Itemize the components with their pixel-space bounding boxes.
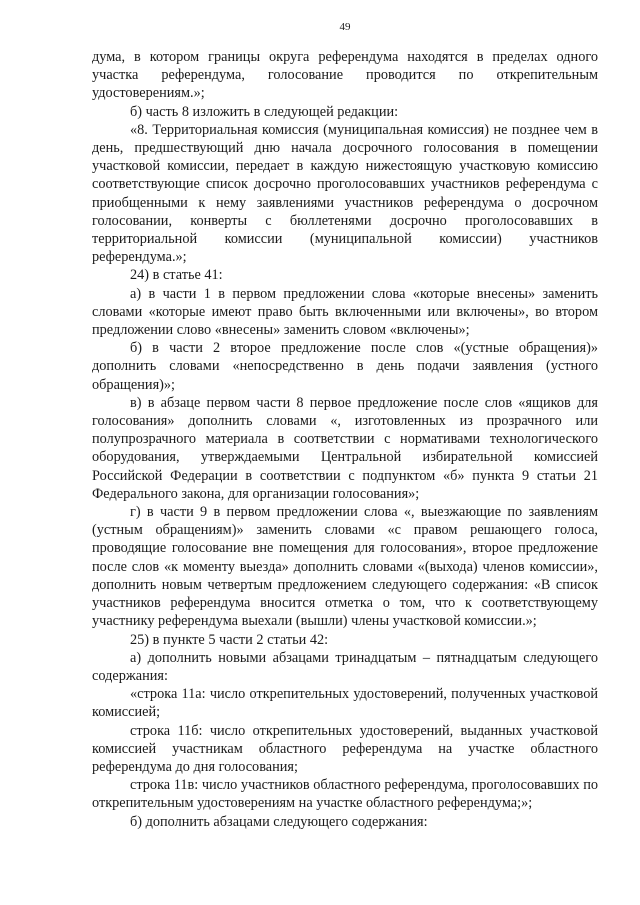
paragraph-part-8-text: «8. Территориальная комиссия (муниципальная комиссия) не позднее чем в день, предшествующий дню начала досрочного голосования в помещении участковой комиссии, передает в каждую нижестоящую участковую комиссию соответствующие список досрочно проголосовавших участников референдума с приобщенными к нему заявлениями участников референдума о досрочном голосовании, конверты с бюллетенями досрочно проголосовавших в территориальной комиссии (муниципальной комиссии) участников референдума.»;: [92, 121, 598, 266]
page-number: 49: [339, 21, 351, 33]
paragraph-continuation: дума, в котором границы округа референдума находятся в пределах одного участка референдума, голосование проводится по открепительным удостоверениям.»;: [92, 49, 598, 102]
paragraph-line-11b: строка 11б: число открепительных удостоверений, выданных участковой комиссией участникам областного референдума на участке областного референдума до дня голосования;: [92, 722, 598, 775]
paragraph-item-24-g: г) в части 9 в первом предложении слова «, выезжающие по заявлениям (устным обращениям)» заменить словами «с правом решающего голоса, проводящие голосование вне помещения для голосования», второе предложение после слов «к моменту выезда» дополнить словами «(выхода) членов комиссии», дополнить новым четвертым предложением следующего содержания: «В список участников референдума вносится отметка о том, что к соответствующему участнику референдума выехали (вышли) члены участковой комиссии.»;: [92, 504, 598, 630]
paragraph-item-24-a: а) в части 1 в первом предложении слова «которые внесены» заменить словами «которые имеют право быть включенными или включены», во втором предложении слово «внесены» заменить словом «включены»;: [92, 285, 598, 339]
paragraph-line-11v: строка 11в: число участников областного референдума, проголосовавших по открепительным удостоверениям на участке областного референдума;»;: [92, 777, 598, 812]
paragraph-item-25: 25) в пункте 5 части 2 статьи 42:: [130, 631, 329, 648]
paragraph-item-24: 24) в статье 41:: [130, 267, 223, 284]
paragraph-line-11a: «строка 11а: число открепительных удостоверений, полученных участковой комиссией;: [92, 686, 598, 721]
paragraph-item-25-a: а) дополнить новыми абзацами тринадцатым – пятнадцатым следующего содержания:: [92, 649, 598, 684]
paragraph-item-25-b: б) дополнить абзацами следующего содержания:: [130, 813, 428, 830]
document-body: [92, 48, 598, 831]
paragraph-item-24-b: б) в части 2 второе предложение после слов «(устные обращения)» дополнить словами «непосредственно в день подачи заявления (устного обращения)»;: [92, 340, 598, 393]
paragraph-part-8-heading: б) часть 8 изложить в следующей редакции:: [130, 103, 399, 120]
paragraph-item-24-v: в) в абзаце первом части 8 первое предложение после слов «ящиков для голосования» дополнить словами «, изготовленных из прозрачного или полупрозрачного материала в соответствии с нормативами технологического оборудования, утверждаемыми Центральной избирательной комиссией Российской Федерации в соответствии с подпунктом «б» пункта 9 статьи 21 Федерального закона, для организации голосования»;: [92, 394, 598, 502]
